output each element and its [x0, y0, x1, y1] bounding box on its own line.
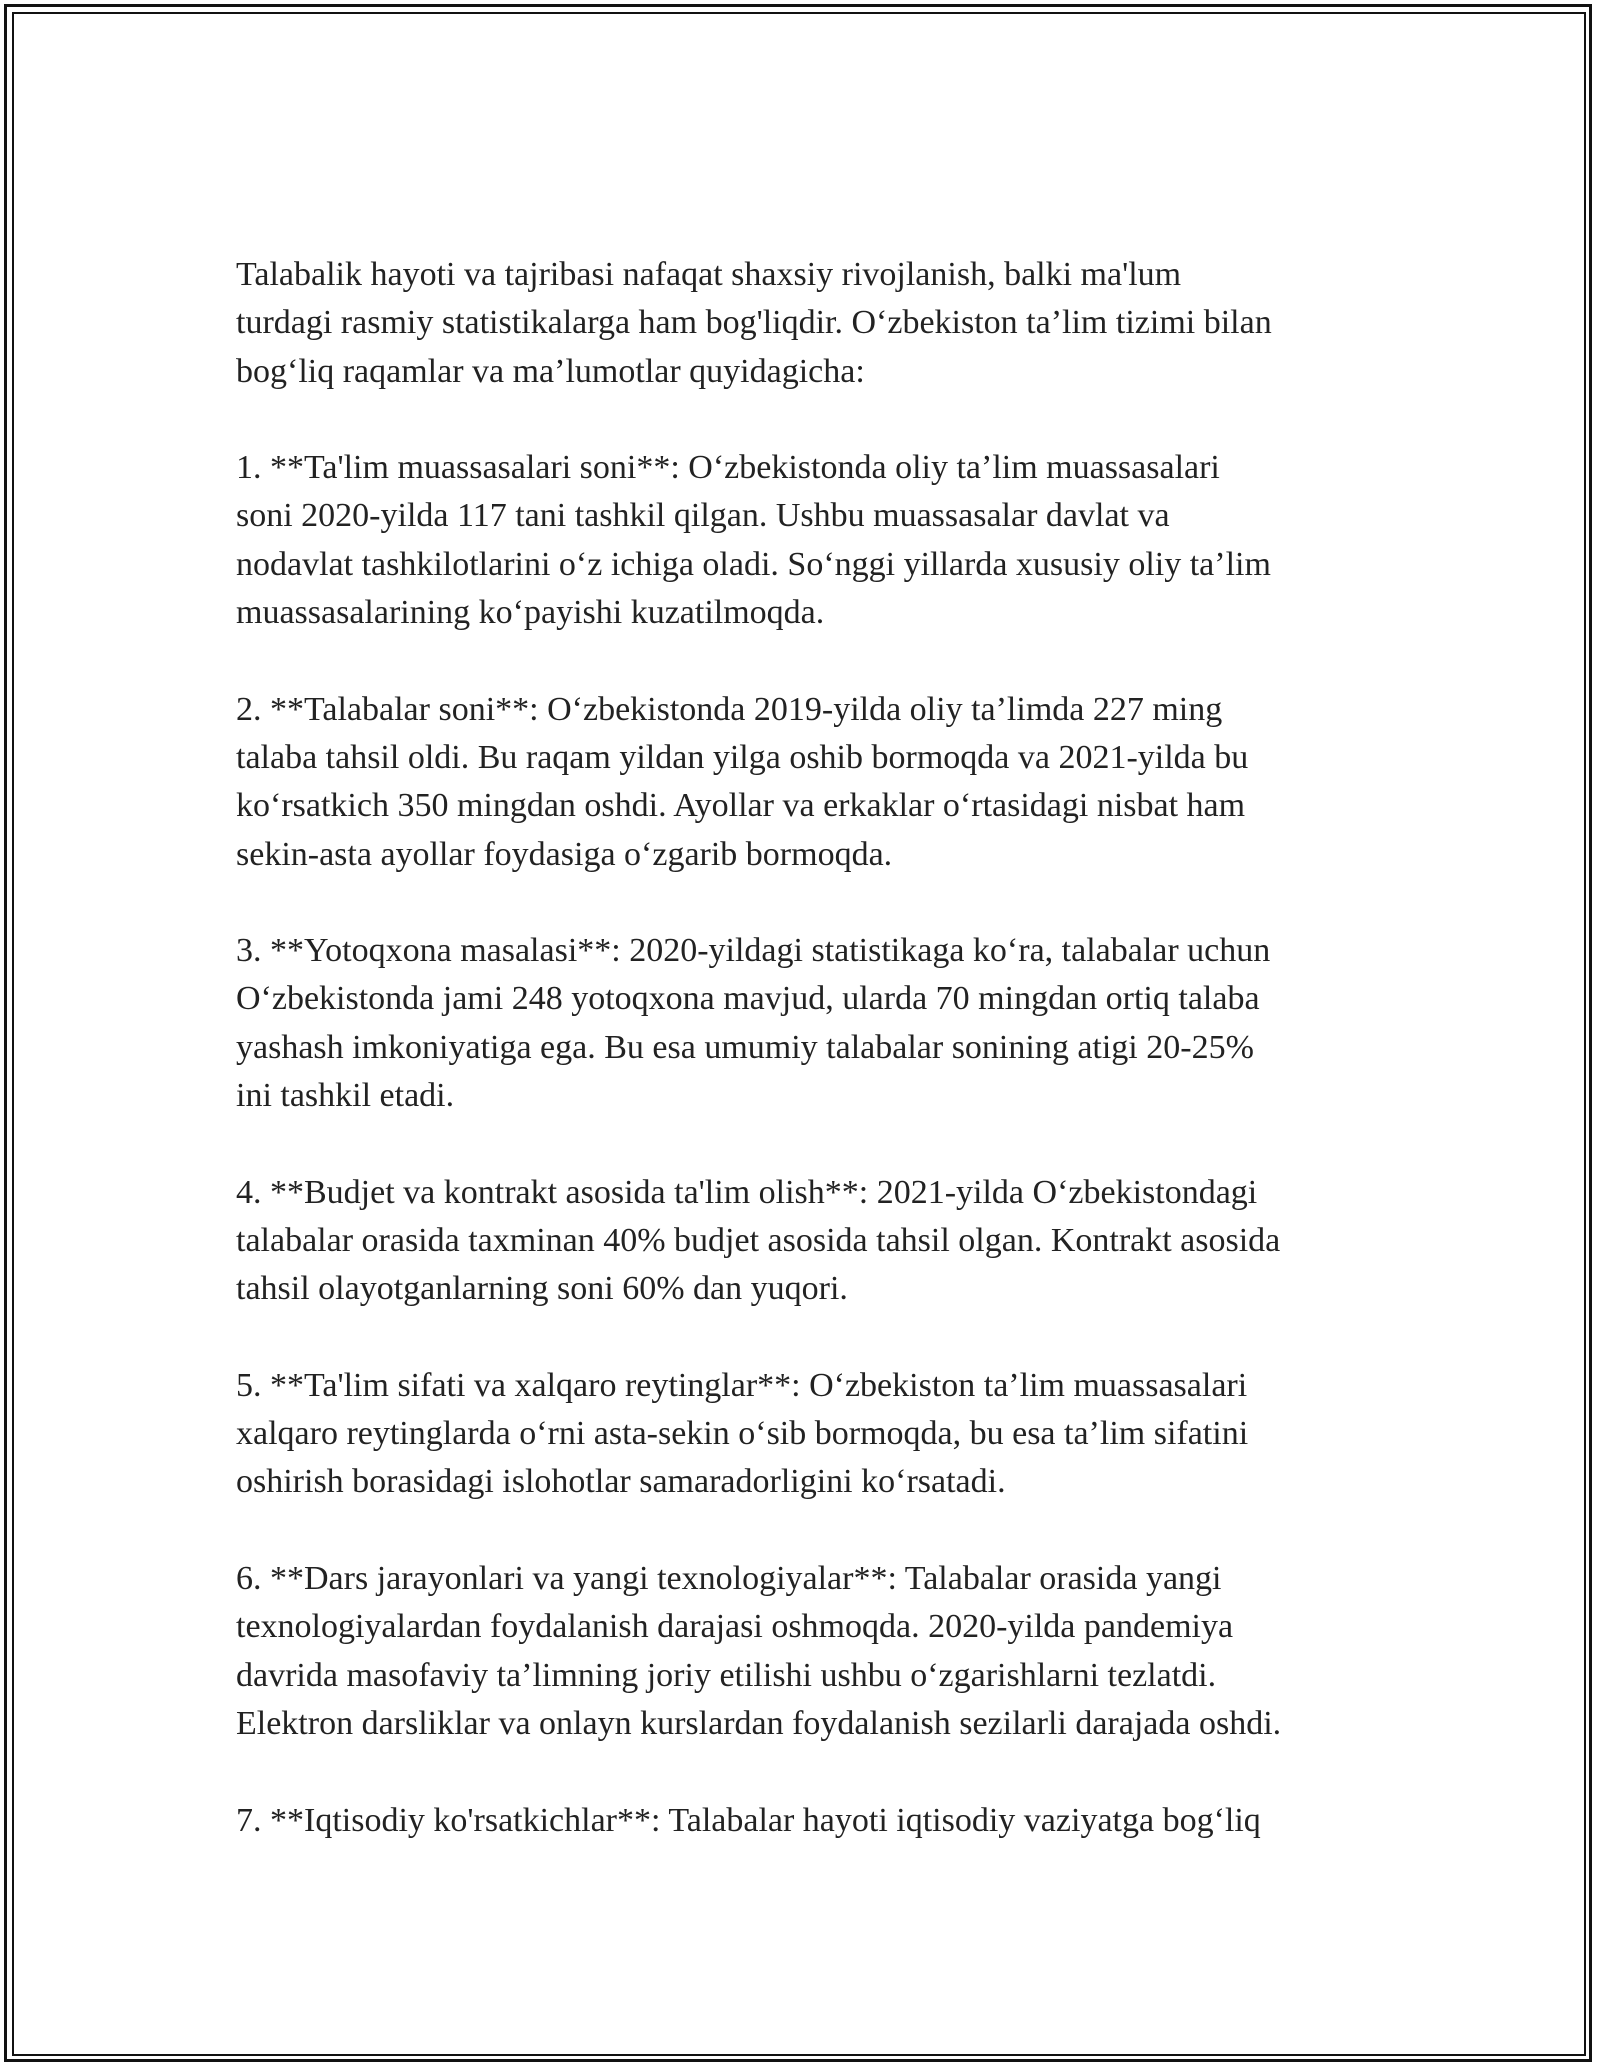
list-item-dormitory: 3. **Yotoqxona masalasi**: 2020-yildagi statistikaga ko‘ra, talabalar uchun O‘zbekistonda jami 248 yotoqxona mavjud, ularda 70 mingdan ortiq talaba yashash imkoniyatiga ega. Bu esa umumiy talabalar sonining atigi 20-25% ini tashkil etadi.	[236, 932, 1271, 1115]
list-item-education-institutions: 1. **Ta'lim muassasalari soni**: O‘zbekistonda oliy ta’lim muassasalari soni 2020-yilda 117 tani tashkil qilgan. Ushbu muassasalar davlat va nodavlat tashkilotlarini o‘z ichiga oladi. So‘nggi yillarda xususiy oliy ta’lim muassasalarining ko‘payishi kuzatilmoqda.	[236, 449, 1271, 632]
list-item-quality-rankings: 5. **Ta'lim sifati va xalqaro reytinglar**: O‘zbekiston ta’lim muassasalari xalqaro reytinglarda o‘rni asta-sekin o‘sib bormoqda, bu esa ta’lim sifatini oshirish borasidagi islohotlar samaradorligini ko‘rsatadi.	[236, 1366, 1249, 1501]
document-body	[236, 251, 1376, 1845]
list-item-economic-indicators: 7. **Iqtisodiy ko'rsatkichlar**: Talabalar hayoti iqtisodiy vaziyatga bog‘liq	[236, 1801, 1261, 1839]
list-item-student-count: 2. **Talabalar soni**: O‘zbekistonda 2019-yilda oliy ta’limda 227 ming talaba tahsil oldi. Bu raqam yildan yilga oshib bormoqda va 2021-yilda bu ko‘rsatkich 350 mingdan oshdi. Ayollar va erkaklar o‘rtasidagi nisbat ham sekin-asta ayollar foydasiga o‘zgarib bormoqda.	[236, 690, 1249, 873]
list-item-budget-contract: 4. **Budjet va kontrakt asosida ta'lim olish**: 2021-yilda O‘zbekistondagi talabalar orasida taxminan 40% budjet asosida tahsil olgan. Kontrakt asosida tahsil olayotganlarning soni 60% dan yuqori.	[236, 1173, 1281, 1308]
list-item-technologies: 6. **Dars jarayonlari va yangi texnologiyalar**: Talabalar orasida yangi texnologiyalardan foydalanish darajasi oshmoqda. 2020-yilda pandemiya davrida masofaviy ta’limning joriy etilishi ushbu o‘zgarishlarni tezlatdi. Elektron darsliklar va onlayn kurslardan foydalanish sezilarli darajada oshdi.	[236, 1560, 1282, 1742]
intro-paragraph: Talabalik hayoti va tajribasi nafaqat shaxsiy rivojlanish, balki ma'lum turdagi rasmiy statistikalarga ham bog'liqdir. O‘zbekiston ta’lim tizimi bilan bog‘liq raqamlar va ma’lumotlar quyidagicha:	[236, 256, 1272, 390]
